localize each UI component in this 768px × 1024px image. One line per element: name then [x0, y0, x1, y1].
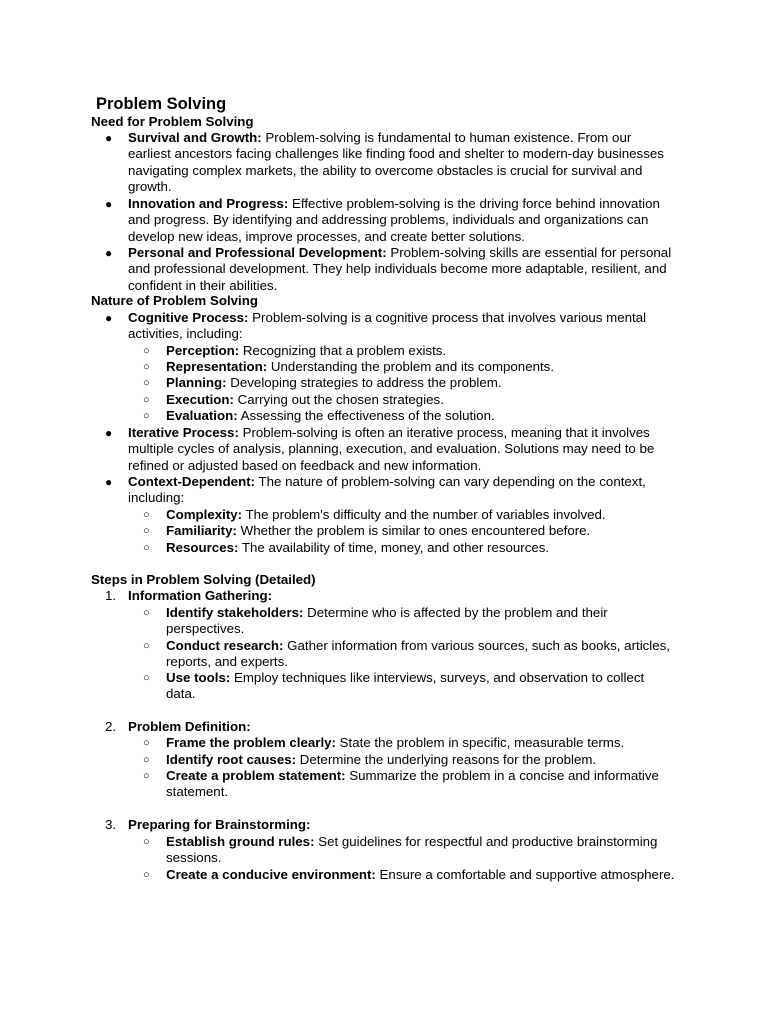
bullet-icon: ●	[105, 426, 113, 440]
list-item: Survival and Growth: Problem-solving is fundamental to human existence. From our earliest ancestors facing challenges like finding food and shelter to modern-day businesses navigating complex markets, the ability to overcome obstacles is crucial for survival and growth.	[128, 130, 664, 195]
circle-bullet-icon: ○	[143, 542, 150, 554]
circle-bullet-icon: ○	[143, 410, 150, 422]
circle-bullet-icon: ○	[143, 525, 150, 537]
circle-bullet-icon: ○	[143, 345, 150, 357]
list-item: Innovation and Progress: Effective problem-solving is the driving force behind innovation and progress. By identifying and addressing problems, individuals and organizations can develop new ideas, improve processes, and create better solutions.	[128, 196, 660, 244]
step-number: 1.	[105, 588, 117, 603]
sub-list-item: Perception: Recognizing that a problem exists.	[166, 343, 447, 358]
circle-bullet-icon: ○	[143, 640, 150, 652]
list-item: Cognitive Process: Problem-solving is a cognitive process that involves various mental activities, including:	[128, 310, 647, 342]
step-title: Information Gathering:	[128, 588, 273, 603]
section-heading-steps: Steps in Problem Solving (Detailed)	[91, 572, 316, 587]
sub-list-item: Resources: The availability of time, money, and other resources.	[166, 540, 550, 555]
circle-bullet-icon: ○	[143, 737, 150, 749]
circle-bullet-icon: ○	[143, 377, 150, 389]
sub-list-item: Frame the problem clearly: State the problem in specific, measurable terms.	[166, 735, 625, 750]
circle-bullet-icon: ○	[143, 754, 150, 766]
bullet-icon: ●	[105, 131, 113, 145]
sub-list-item: Use tools: Employ techniques like interviews, surveys, and observation to collect data.	[166, 670, 645, 702]
sub-list-item: Complexity: The problem's difficulty and the number of variables involved.	[166, 507, 606, 522]
sub-list-item: Create a conducive environment: Ensure a comfortable and supportive atmosphere.	[166, 867, 675, 882]
circle-bullet-icon: ○	[143, 770, 150, 782]
circle-bullet-icon: ○	[143, 509, 150, 521]
bullet-icon: ●	[105, 311, 113, 325]
circle-bullet-icon: ○	[143, 607, 150, 619]
sub-list-item: Establish ground rules: Set guidelines for respectful and productive brainstorming sessions.	[166, 834, 658, 866]
list-item: Context-Dependent: The nature of problem-solving can vary depending on the context, including:	[128, 474, 646, 506]
sub-list-item: Evaluation: Assessing the effectiveness of the solution.	[166, 408, 495, 423]
sub-list-item: Identify root causes: Determine the underlying reasons for the problem.	[166, 752, 597, 767]
section-heading-need: Need for Problem Solving	[91, 114, 254, 129]
circle-bullet-icon: ○	[143, 836, 150, 848]
sub-list-item: Create a problem statement: Summarize the problem in a concise and informative statement.	[166, 768, 659, 800]
section-heading-nature: Nature of Problem Solving	[91, 293, 258, 308]
circle-bullet-icon: ○	[143, 672, 150, 684]
sub-list-item: Execution: Carrying out the chosen strategies.	[166, 392, 444, 407]
step-title: Preparing for Brainstorming:	[128, 817, 311, 832]
sub-list-item: Identify stakeholders: Determine who is affected by the problem and their perspectives.	[166, 605, 608, 637]
step-number: 3.	[105, 817, 117, 832]
sub-list-item: Familiarity: Whether the problem is similar to ones encountered before.	[166, 523, 591, 538]
circle-bullet-icon: ○	[143, 869, 150, 881]
sub-list-item: Representation: Understanding the problem and its components.	[166, 359, 555, 374]
page-title: Problem Solving	[96, 95, 227, 113]
sub-list-item: Conduct research: Gather information from various sources, such as books, articles, reports, and experts.	[166, 638, 670, 670]
step-number: 2.	[105, 719, 117, 734]
list-item: Iterative Process: Problem-solving is often an iterative process, meaning that it involves multiple cycles of analysis, planning, execution, and evaluation. Solutions may need to be refined or adjusted based on feedback and new information.	[128, 425, 655, 473]
sub-list-item: Planning: Developing strategies to address the problem.	[166, 375, 502, 390]
bullet-icon: ●	[105, 246, 113, 260]
bullet-icon: ●	[105, 197, 113, 211]
circle-bullet-icon: ○	[143, 394, 150, 406]
list-item: Personal and Professional Development: Problem-solving skills are essential for personal and professional development. They help individuals become more adaptable, resilient, and confident in their abilities.	[128, 245, 672, 293]
circle-bullet-icon: ○	[143, 361, 150, 373]
bullet-icon: ●	[105, 475, 113, 489]
step-title: Problem Definition:	[128, 719, 251, 734]
